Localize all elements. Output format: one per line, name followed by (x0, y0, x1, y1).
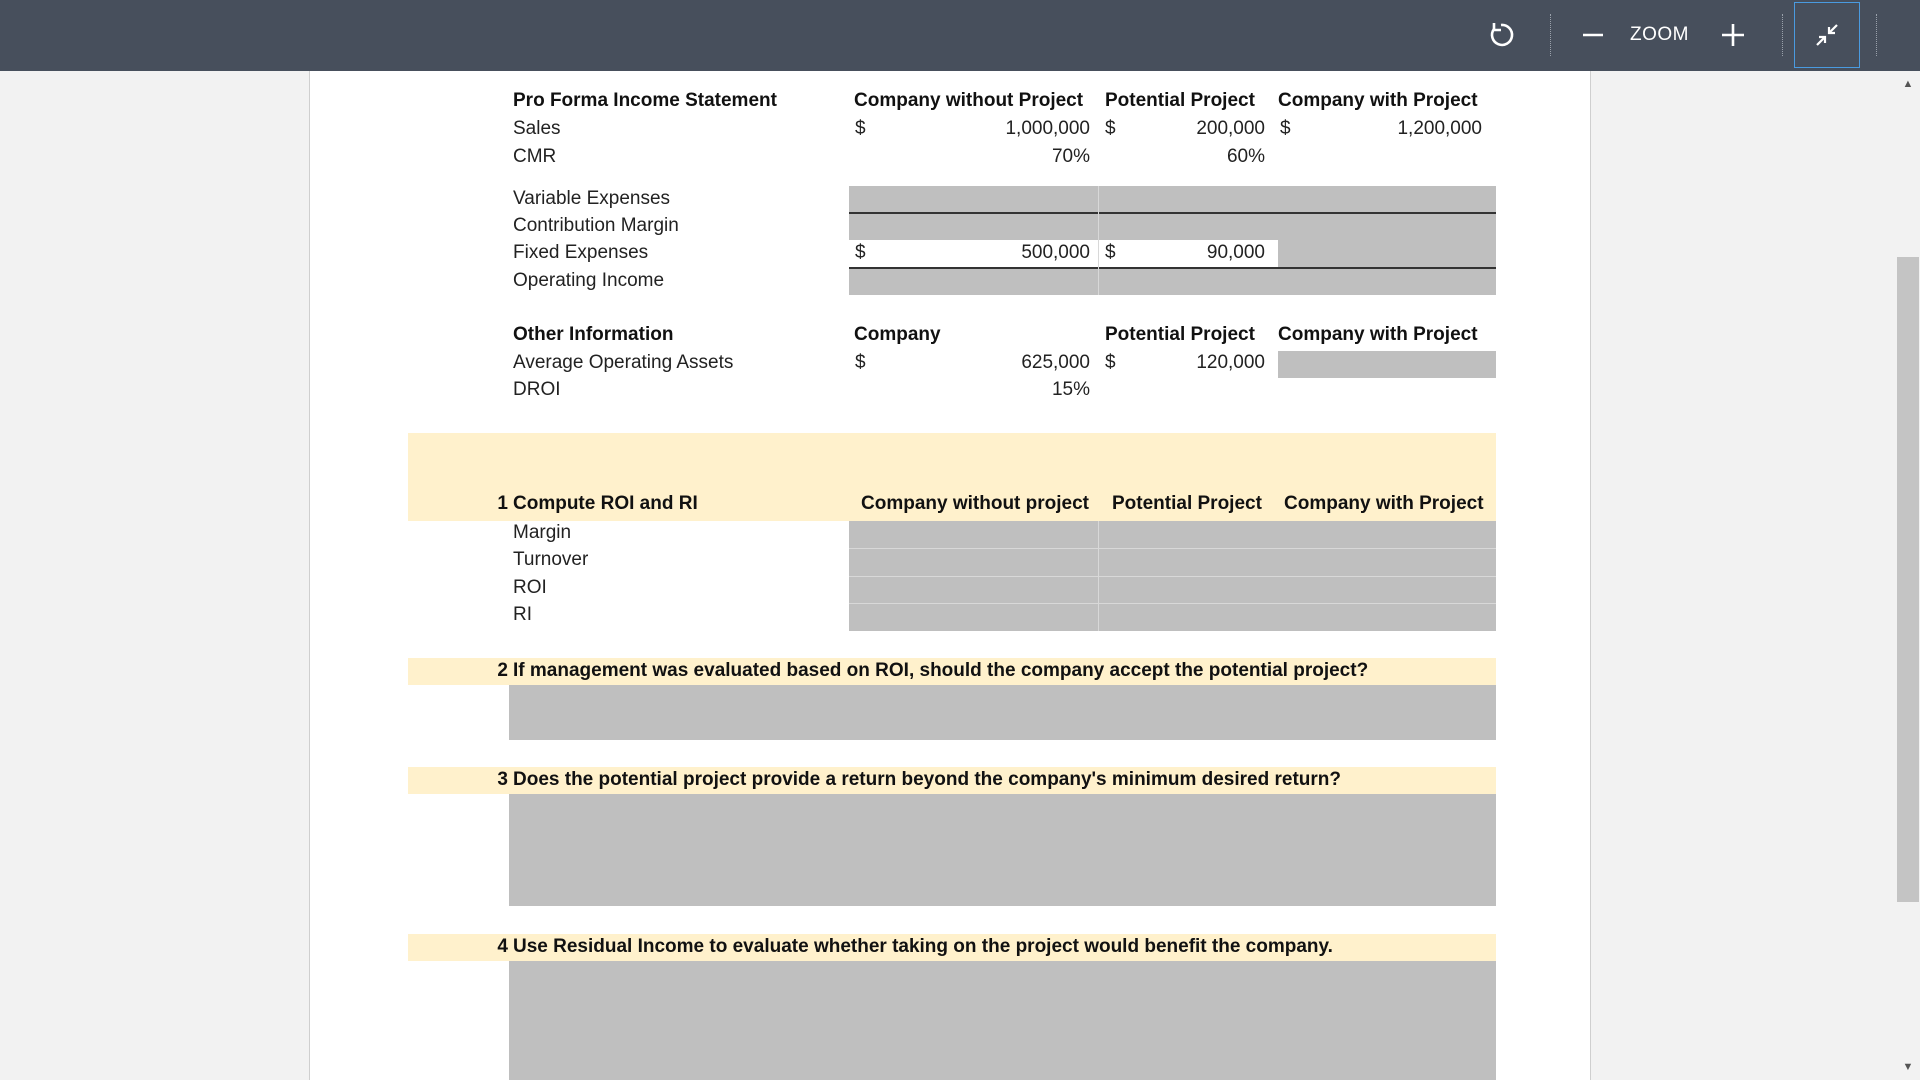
question-2-number: 2 (497, 660, 508, 681)
currency-sign: $ (855, 352, 866, 373)
question-2-text: If management was evaluated based on ROI, should the company accept the potential project? (513, 660, 1369, 681)
answer-cell-fixed-with[interactable] (1278, 240, 1496, 267)
col-header-company: Company (854, 324, 941, 345)
question-1-number: 1 (497, 493, 508, 514)
cmr-potential: 60% (1226, 146, 1265, 167)
question-4-number: 4 (497, 936, 508, 957)
row-label-droi: DROI (513, 379, 561, 400)
fixed-potential: 90,000 (1206, 242, 1265, 263)
question-4-answer-area[interactable] (509, 961, 1496, 1080)
row-label-operating: Operating Income (513, 270, 665, 291)
viewer-toolbar (0, 0, 1920, 71)
q1-col-with: Company with Project (1284, 493, 1484, 514)
document-page (309, 71, 1591, 1080)
row-label-contribution: Contribution Margin (513, 215, 679, 236)
col-header-without: Company without Project (854, 90, 1084, 111)
row-label-cmr: CMR (513, 146, 557, 167)
col-header-potential: Potential Project (1105, 324, 1255, 345)
question-1-title: Compute ROI and RI (513, 493, 698, 514)
zoom-out-button[interactable] (1578, 14, 1608, 56)
scroll-down-arrow-icon[interactable]: ▼ (1902, 1061, 1914, 1073)
q1-row-turnover: Turnover (513, 549, 589, 570)
row-label-sales: Sales (513, 118, 561, 139)
col-header-with: Company with Project (1278, 324, 1478, 345)
q1-col-potential: Potential Project (1112, 493, 1262, 514)
assets-company: 625,000 (1021, 352, 1090, 373)
scroll-up-arrow-icon[interactable]: ▲ (1902, 78, 1914, 90)
droi-company: 15% (1051, 379, 1090, 400)
question-4-text: Use Residual Income to evaluate whether taking on the project would benefit the company. (513, 936, 1333, 957)
col-header-with: Company with Project (1278, 90, 1478, 111)
question-3-answer-area[interactable] (509, 794, 1496, 906)
pro-forma-title: Pro Forma Income Statement (513, 90, 777, 111)
plus-icon (1721, 23, 1745, 47)
currency-sign: $ (1105, 352, 1116, 373)
row-label-fixed: Fixed Expenses (513, 242, 649, 263)
currency-sign: $ (855, 118, 866, 139)
answer-cells-operating[interactable] (849, 269, 1496, 295)
exit-fullscreen-button[interactable] (1794, 2, 1860, 68)
q1-col-without: Company without project (861, 493, 1089, 514)
row-label-assets: Average Operating Assets (513, 352, 734, 373)
currency-sign: $ (855, 242, 866, 263)
scrollbar-thumb[interactable] (1897, 257, 1919, 902)
q1-row-roi: ROI (513, 577, 547, 598)
q1-row-margin: Margin (513, 522, 572, 543)
question-2-answer-area[interactable] (509, 685, 1496, 740)
currency-sign: $ (1280, 118, 1291, 139)
answer-cell-assets-with[interactable] (1278, 351, 1496, 378)
worksheet (310, 71, 1590, 1080)
zoom-label: ZOOM (1630, 24, 1689, 45)
reload-icon (1486, 20, 1516, 50)
col-header-potential: Potential Project (1105, 90, 1255, 111)
assets-potential: 120,000 (1196, 352, 1265, 373)
currency-sign: $ (1105, 118, 1116, 139)
cmr-without: 70% (1051, 146, 1090, 167)
question-3-text: Does the potential project provide a return beyond the company's minimum desired return? (513, 769, 1341, 790)
sales-without: 1,000,000 (1005, 118, 1090, 139)
sales-potential: 200,000 (1196, 118, 1265, 139)
zoom-in-button[interactable] (1718, 14, 1748, 56)
reload-button[interactable] (1480, 14, 1522, 56)
currency-sign: $ (1105, 242, 1116, 263)
collapse-icon (1813, 21, 1841, 49)
minus-icon (1582, 24, 1604, 46)
sales-with: 1,200,000 (1397, 118, 1482, 139)
row-label-variable: Variable Expenses (513, 188, 671, 209)
q1-row-ri: RI (513, 604, 532, 625)
other-info-title: Other Information (513, 324, 674, 345)
question-3-number: 3 (497, 769, 508, 790)
answer-cells-variable[interactable] (849, 186, 1496, 213)
answer-cells-contribution[interactable] (849, 214, 1496, 240)
fixed-without: 500,000 (1021, 242, 1090, 263)
